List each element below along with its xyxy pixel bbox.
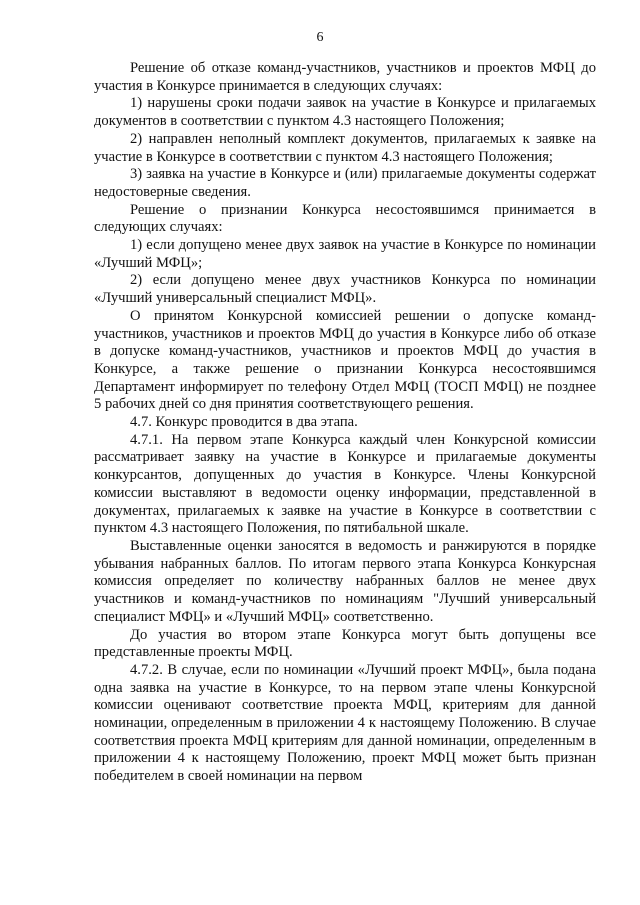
- paragraph-refusal-item-3: 3) заявка на участие в Конкурсе и (или) прилагаемые документы содержат недостоверные сведения.: [94, 166, 596, 200]
- paragraph-refusal-intro: Решение об отказе команд-участников, участников и проектов МФЦ до участия в Конкурсе принимается в следующих случаях:: [94, 60, 596, 94]
- paragraph-section-4-7: 4.7. Конкурс проводится в два этапа.: [130, 414, 358, 431]
- paragraph-section-4-7-1: 4.7.1. На первом этапе Конкурса каждый член Конкурсной комиссии рассматривает заявку на участие в Конкурсе и прилагаемые документы конкурсантов, допущенных до участия в Конкурсе. Члены Конкурсной комиссии выставляют в ведомости оценку информации, представленной в документах, прилагаемых к заявке на участие в Конкурсе в соответствии с пунктом 4.3 настоящего Положения, по пятибальной шкале.: [94, 431, 596, 537]
- paragraph-refusal-item-2: 2) направлен неполный комплект документов, прилагаемых к заявке на участие в Конкурсе в соответствии с пунктом 4.3 настоящего Положения;: [94, 130, 596, 165]
- paragraph-second-stage: До участия во втором этапе Конкурса могут быть допущены все представленные проекты МФЦ.: [94, 626, 596, 661]
- paragraph-failed-contest-intro: Решение о признании Конкурса несостоявшимся принимается в следующих случаях:: [94, 201, 596, 236]
- paragraph-failed-contest-item-1: 1) если допущено менее двух заявок на участие в Конкурсе по номинации «Лучший МФЦ»;: [94, 237, 596, 271]
- paragraph-notification: О принятом Конкурсной комиссией решении о допуске команд-участников, участников и проектов МФЦ до участия в Конкурсе либо об отказе в допуске команд-участников, участников и проектов МФЦ до участия в Конкурсе, а также решение о признании Конкурса несостоявшимся Департамент информирует по телефону Отдел МФЦ (ТОСП МФЦ) не позднее 5 рабочих дней со дня принятия соответствующего решения.: [94, 307, 596, 413]
- document-body: [94, 60, 596, 786]
- paragraph-section-4-7-2: 4.7.2. В случае, если по номинации «Лучший проект МФЦ», была подана одна заявка на участие в Конкурсе, то на первом этапе члены Конкурсной комиссии оценивают соответствие проекта МФЦ, критериям для данной номинации, определенным в приложении 4 к настоящему Положению. В случае соответствия проекта МФЦ критериям для данной номинации, определенным в приложении 4 к настоящему Положению, проект МФЦ может быть признан победителем в своей номинации на первом: [94, 661, 596, 785]
- paragraph-ranking: Выставленные оценки заносятся в ведомость и ранжируются в порядке убывания набранных баллов. По итогам первого этапа Конкурса Конкурсная комиссия определяет по количеству набранных баллов не менее двух участников и команд-участников по номинациям "Лучший универсальный специалист МФЦ» и «Лучший МФЦ» соответственно.: [94, 537, 596, 625]
- page-number: 6: [316, 30, 324, 45]
- paragraph-failed-contest-item-2: 2) если допущено менее двух участников Конкурса по номинации «Лучший универсальный специалист МФЦ».: [94, 272, 596, 307]
- paragraph-refusal-item-1: 1) нарушены сроки подачи заявок на участие в Конкурсе и прилагаемых документов в соответствии с пунктом 4.3 настоящего Положения;: [94, 95, 596, 130]
